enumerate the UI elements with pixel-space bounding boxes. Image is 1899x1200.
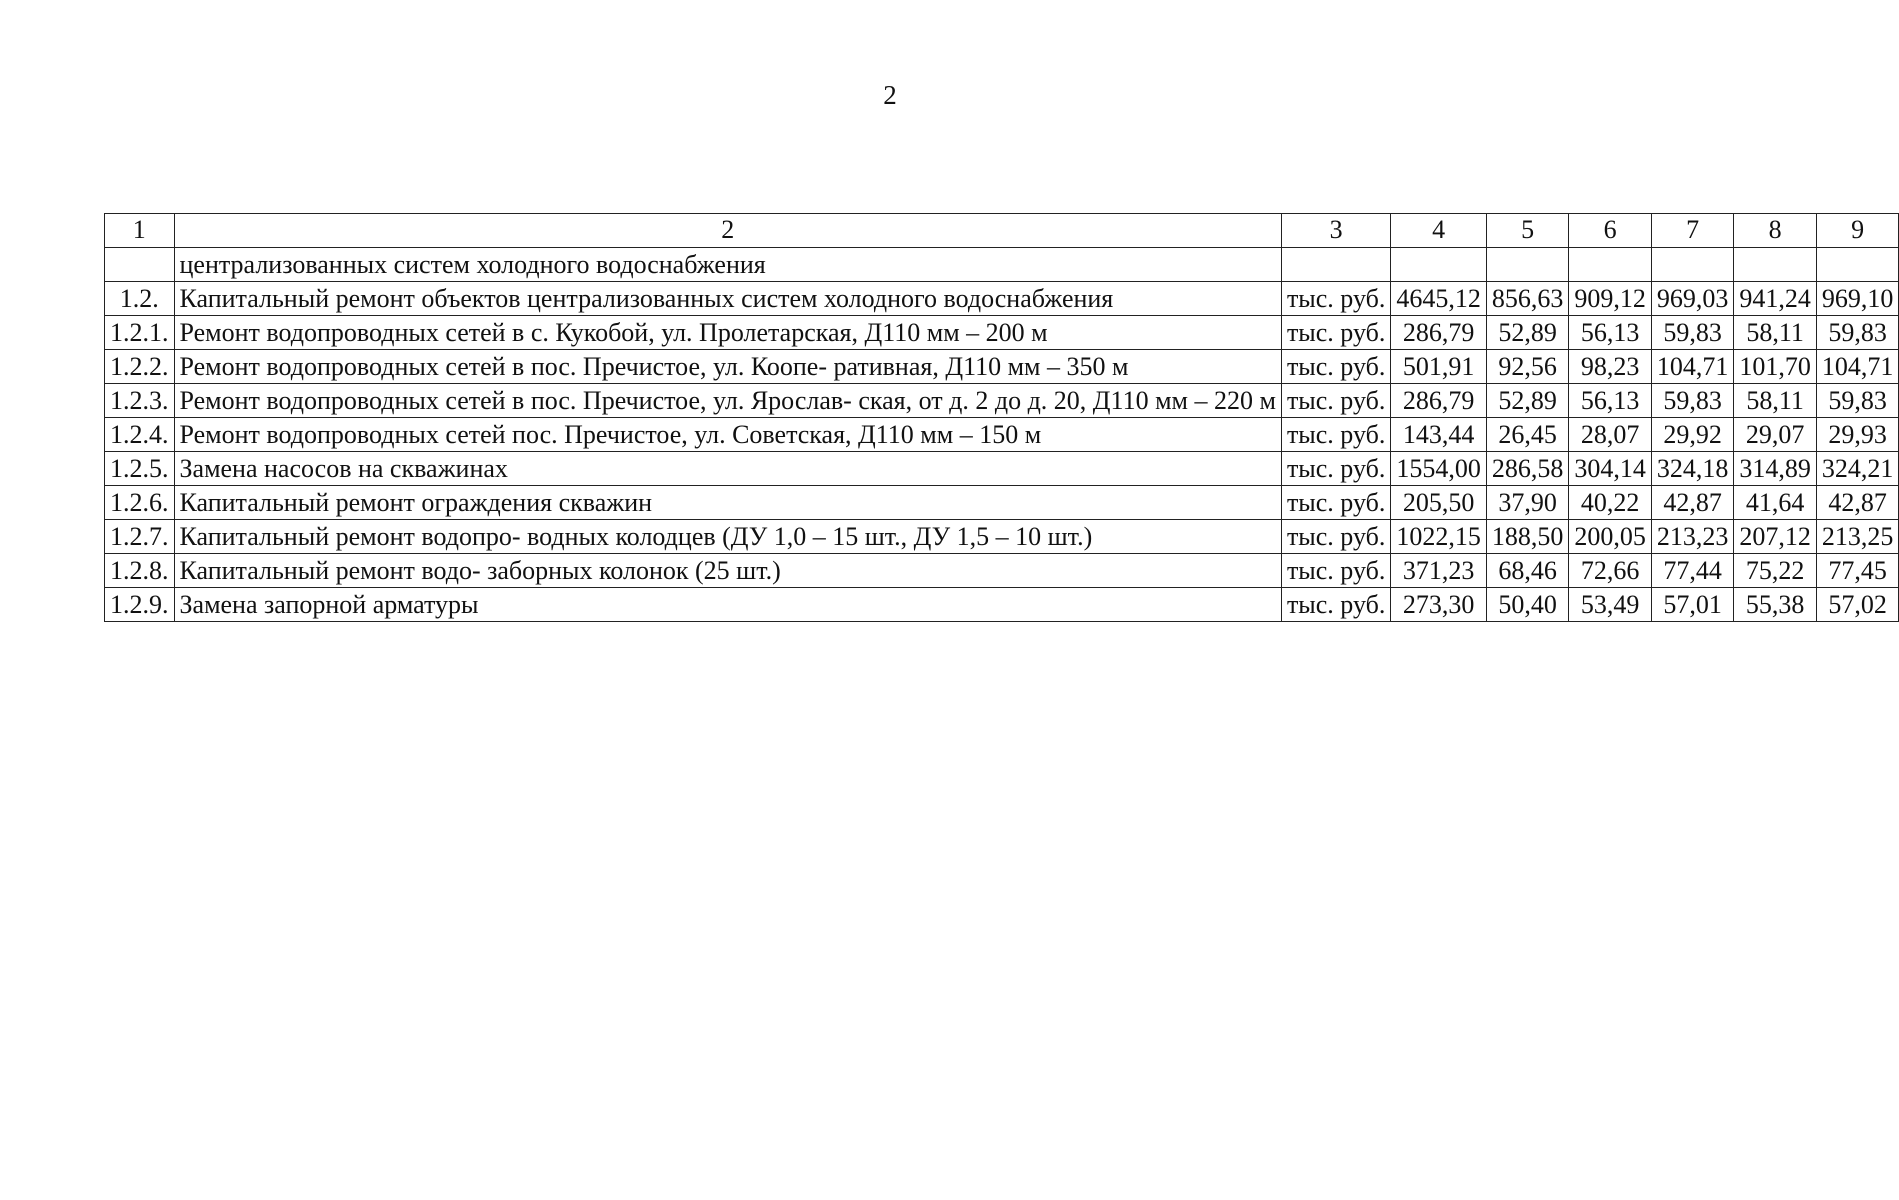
row-value: 29,92 xyxy=(1651,418,1734,452)
row-value: 37,90 xyxy=(1486,486,1569,520)
row-unit: тыс. руб. xyxy=(1281,486,1390,520)
row-name: Замена запорной арматуры xyxy=(174,588,1281,622)
row-value: 286,79 xyxy=(1391,316,1487,350)
row-value: 304,14 xyxy=(1569,452,1652,486)
row-number: 1.2.2. xyxy=(105,350,175,384)
header-row xyxy=(105,214,1899,248)
table-row xyxy=(105,282,1899,316)
row-number: 1.2.5. xyxy=(105,452,175,486)
row-unit: тыс. руб. xyxy=(1281,316,1390,350)
row-value: 75,22 xyxy=(1734,554,1817,588)
row-value: 50,40 xyxy=(1486,588,1569,622)
row-value: 77,45 xyxy=(1816,554,1899,588)
row-value: 68,46 xyxy=(1486,554,1569,588)
table-body xyxy=(105,248,1899,622)
row-value: 200,05 xyxy=(1569,520,1652,554)
row-unit: тыс. руб. xyxy=(1281,588,1390,622)
row-name: Ремонт водопроводных сетей пос. Пречистое, ул. Советская, Д110 мм – 150 м xyxy=(174,418,1281,452)
row-unit: тыс. руб. xyxy=(1281,452,1390,486)
row-value: 969,03 xyxy=(1651,282,1734,316)
row-value: 58,11 xyxy=(1734,384,1817,418)
row-value: 56,13 xyxy=(1569,384,1652,418)
row-value: 52,89 xyxy=(1486,316,1569,350)
table-row xyxy=(105,588,1899,622)
row-value: 4645,12 xyxy=(1391,282,1487,316)
row-name: централизованных систем холодного водоснабжения xyxy=(174,248,1281,282)
table-row xyxy=(105,248,1899,282)
row-value: 909,12 xyxy=(1569,282,1652,316)
row-unit: тыс. руб. xyxy=(1281,350,1390,384)
row-number: 1.2.7. xyxy=(105,520,175,554)
row-value: 324,21 xyxy=(1816,452,1899,486)
row-value: 59,83 xyxy=(1651,316,1734,350)
row-number: 1.2.8. xyxy=(105,554,175,588)
row-name: Капитальный ремонт объектов централизованных систем холодного водоснабжения xyxy=(174,282,1281,316)
row-name: Капитальный ремонт водо- заборных колонок (25 шт.) xyxy=(174,554,1281,588)
row-value: 1022,15 xyxy=(1391,520,1487,554)
row-name: Ремонт водопроводных сетей в пос. Пречистое, ул. Коопе- ративная, Д110 мм – 350 м xyxy=(174,350,1281,384)
row-number: 1.2. xyxy=(105,282,175,316)
row-value xyxy=(1391,248,1487,282)
row-value: 501,91 xyxy=(1391,350,1487,384)
table-row xyxy=(105,452,1899,486)
row-value: 29,93 xyxy=(1816,418,1899,452)
row-value: 101,70 xyxy=(1734,350,1817,384)
row-value: 52,89 xyxy=(1486,384,1569,418)
header-cell: 9 xyxy=(1816,214,1899,248)
header-cell: 5 xyxy=(1486,214,1569,248)
header-cell: 2 xyxy=(174,214,1281,248)
row-value: 286,79 xyxy=(1391,384,1487,418)
row-number: 1.2.1. xyxy=(105,316,175,350)
row-value: 53,49 xyxy=(1569,588,1652,622)
header-cell: 8 xyxy=(1734,214,1817,248)
row-number: 1.2.4. xyxy=(105,418,175,452)
row-value: 143,44 xyxy=(1391,418,1487,452)
row-unit xyxy=(1281,248,1390,282)
row-value: 56,13 xyxy=(1569,316,1652,350)
row-value: 213,25 xyxy=(1816,520,1899,554)
row-value: 98,23 xyxy=(1569,350,1652,384)
table-row xyxy=(105,350,1899,384)
row-unit: тыс. руб. xyxy=(1281,520,1390,554)
row-name: Ремонт водопроводных сетей в с. Кукобой, ул. Пролетарская, Д110 мм – 200 м xyxy=(174,316,1281,350)
row-value: 59,83 xyxy=(1816,384,1899,418)
table-row xyxy=(105,418,1899,452)
row-value: 77,44 xyxy=(1651,554,1734,588)
row-value xyxy=(1569,248,1652,282)
row-value: 104,71 xyxy=(1651,350,1734,384)
row-value: 41,64 xyxy=(1734,486,1817,520)
header-cell: 1 xyxy=(105,214,175,248)
row-unit: тыс. руб. xyxy=(1281,554,1390,588)
row-value: 29,07 xyxy=(1734,418,1817,452)
row-value: 92,56 xyxy=(1486,350,1569,384)
row-number: 1.2.3. xyxy=(105,384,175,418)
row-value: 273,30 xyxy=(1391,588,1487,622)
row-number: 1.2.6. xyxy=(105,486,175,520)
row-value: 286,58 xyxy=(1486,452,1569,486)
row-value: 371,23 xyxy=(1391,554,1487,588)
row-value: 1554,00 xyxy=(1391,452,1487,486)
row-name: Капитальный ремонт водопро- водных колодцев (ДУ 1,0 – 15 шт., ДУ 1,5 – 10 шт.) xyxy=(174,520,1281,554)
row-value xyxy=(1651,248,1734,282)
row-value: 104,71 xyxy=(1816,350,1899,384)
row-value: 969,10 xyxy=(1816,282,1899,316)
header-cell: 6 xyxy=(1569,214,1652,248)
row-value: 55,38 xyxy=(1734,588,1817,622)
table-row xyxy=(105,384,1899,418)
header-cell: 4 xyxy=(1391,214,1487,248)
row-value: 42,87 xyxy=(1816,486,1899,520)
row-name: Замена насосов на скважинах xyxy=(174,452,1281,486)
row-value: 856,63 xyxy=(1486,282,1569,316)
row-value: 57,01 xyxy=(1651,588,1734,622)
row-value: 213,23 xyxy=(1651,520,1734,554)
row-name: Ремонт водопроводных сетей в пос. Пречистое, ул. Ярослав- ская, от д. 2 до д. 20, Д110 мм – 220 м xyxy=(174,384,1281,418)
row-value: 59,83 xyxy=(1651,384,1734,418)
row-unit: тыс. руб. xyxy=(1281,418,1390,452)
row-value xyxy=(1734,248,1817,282)
row-unit: тыс. руб. xyxy=(1281,384,1390,418)
row-number xyxy=(105,248,175,282)
row-value xyxy=(1486,248,1569,282)
row-value: 207,12 xyxy=(1734,520,1817,554)
row-value: 26,45 xyxy=(1486,418,1569,452)
table-row xyxy=(105,520,1899,554)
table-row xyxy=(105,554,1899,588)
row-value: 42,87 xyxy=(1651,486,1734,520)
table-row xyxy=(105,316,1899,350)
header-cell: 7 xyxy=(1651,214,1734,248)
row-value: 941,24 xyxy=(1734,282,1817,316)
row-value: 188,50 xyxy=(1486,520,1569,554)
row-value xyxy=(1816,248,1899,282)
row-value: 28,07 xyxy=(1569,418,1652,452)
row-value: 205,50 xyxy=(1391,486,1487,520)
table-header xyxy=(105,214,1899,248)
row-value: 59,83 xyxy=(1816,316,1899,350)
header-cell: 3 xyxy=(1281,214,1390,248)
budget-table xyxy=(104,213,1899,622)
row-unit: тыс. руб. xyxy=(1281,282,1390,316)
row-value: 40,22 xyxy=(1569,486,1652,520)
row-name: Капитальный ремонт ограждения скважин xyxy=(174,486,1281,520)
row-value: 314,89 xyxy=(1734,452,1817,486)
row-value: 57,02 xyxy=(1816,588,1899,622)
row-value: 58,11 xyxy=(1734,316,1817,350)
row-value: 324,18 xyxy=(1651,452,1734,486)
page-number: 2 xyxy=(883,80,897,110)
table-row xyxy=(105,486,1899,520)
row-value: 72,66 xyxy=(1569,554,1652,588)
row-number: 1.2.9. xyxy=(105,588,175,622)
